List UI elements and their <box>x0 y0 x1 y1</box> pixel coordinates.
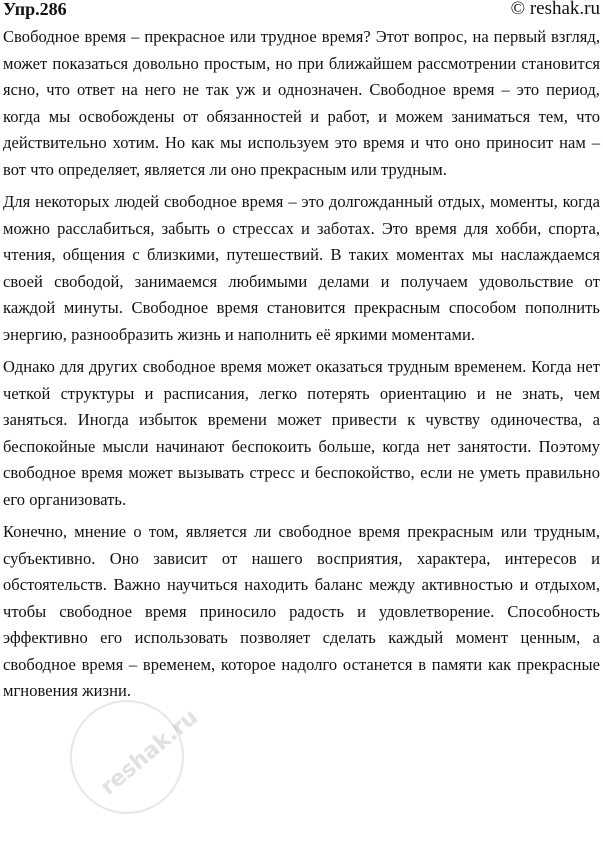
paragraph-4: Конечно, мнение о том, является ли свободное время прекрасным или трудным, субъективно. Оно зависит от нашего восприятия, характера, интересов и обстоятельств. Важно научиться находить баланс между активностью и отдыхом, чтобы свободное время приносило радость и удовлетворение. Способность эффективно его использовать позволяет сделать каждый момент ценным, а свободное время – временем, которое надолго останется в памяти как прекрасные мгновения жизни. <box>3 522 600 700</box>
site-credit: © reshak.ru <box>510 0 600 19</box>
paragraph-3: Однако для других свободное время может оказаться трудным временем. Когда нет четкой структуры и расписания, легко потерять ориентацию и не знать, чем заняться. Иногда избыток времени может привести к чувству одиночества, а беспокойные мысли начинают беспокоить больше, когда нет занятости. Поэтому свободное время может вызывать стресс и беспокойство, если не уметь правильно его организовать. <box>3 357 600 509</box>
paragraph-1: Свободное время – прекрасное или трудное время? Этот вопрос, на первый взгляд, может показаться довольно простым, но при ближайшем рассмотрении становится ясно, что ответ на него не так уж и однозначен. Свободное время – это период, когда мы освобождены от обязанностей и работ, и можем заниматься тем, что действительно хотим. Но как мы используем это время и что оно приносит нам – вот что определяет, является ли оно прекрасным или трудным. <box>3 27 600 179</box>
essay-body <box>3 24 600 711</box>
watermark-text: reshak.ru <box>95 704 204 801</box>
page-header <box>0 0 603 24</box>
watermark-stamp <box>70 700 204 814</box>
paragraph-2: Для некоторых людей свободное время – это долгожданный отдых, моменты, когда можно расслабиться, забыть о стрессах и заботах. Это время для хобби, спорта, чтения, общения с близкими, путешествий. В таких моментах мы наслаждаемся своей свободой, занимаемся любимыми делами и получаем удовольствие от каждой минуты. Свободное время становится прекрасным способом пополнить энергию, разнообразить жизнь и наполнить её яркими моментами. <box>3 192 600 344</box>
exercise-title: Упр.286 <box>3 0 67 19</box>
